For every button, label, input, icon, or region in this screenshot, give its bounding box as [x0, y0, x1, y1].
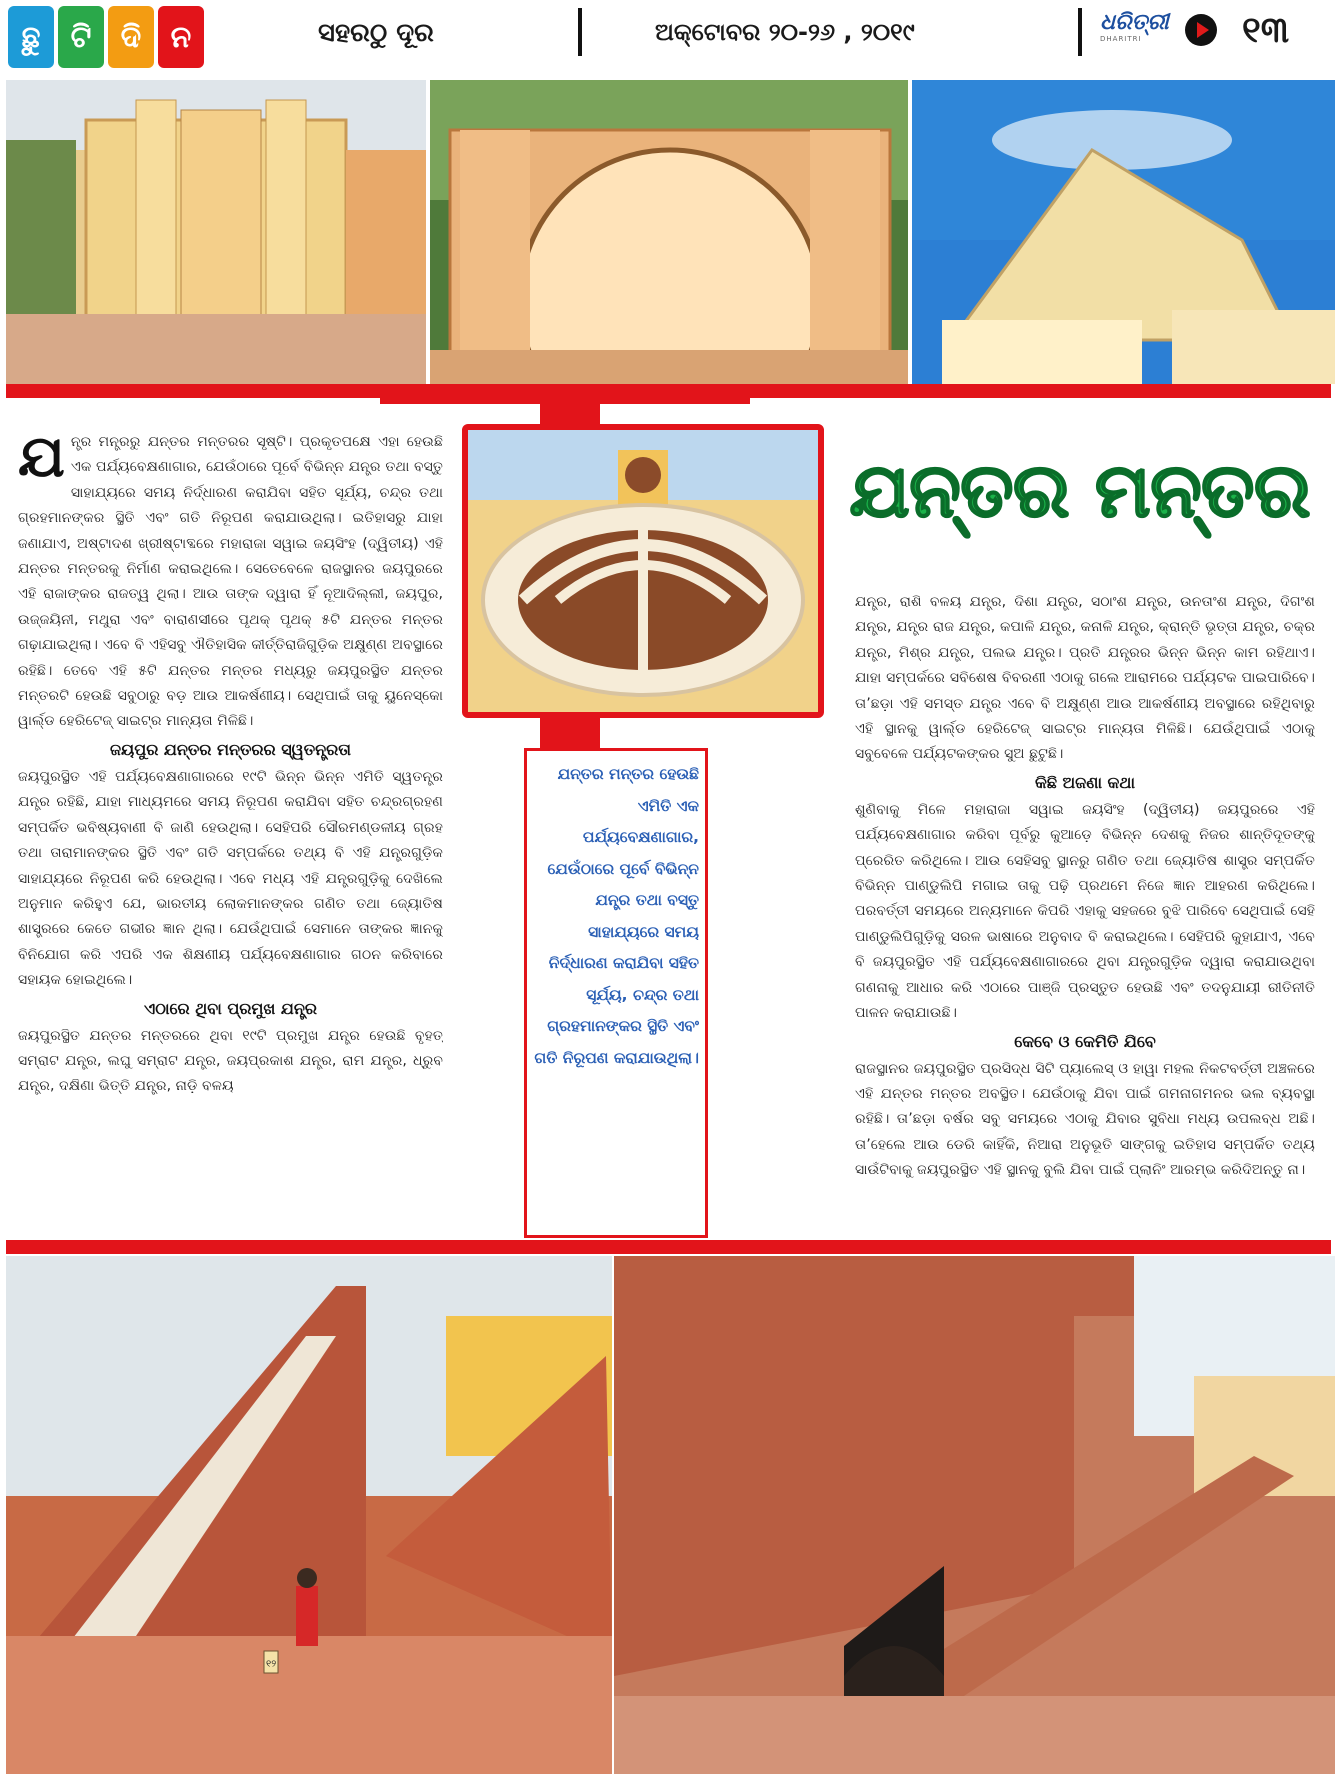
bottom-red-rule	[6, 1240, 1331, 1254]
photo-laghu-samrat-stairs	[6, 1256, 612, 1774]
logo-tile-3: ଦି	[108, 6, 154, 68]
left-article-column	[18, 430, 443, 1220]
header-divider	[578, 8, 582, 56]
drop-cap: ଯ	[18, 430, 65, 490]
logo-tile-2: ଟି	[58, 6, 104, 68]
masthead	[0, 0, 1335, 78]
play-icon	[1185, 14, 1217, 46]
issue-date: ଅକ୍ଟୋବର ୨୦-୨୬ , ୨୦୧୯	[655, 18, 915, 46]
brand-subtitle: DHARITRI	[1100, 35, 1142, 43]
logo-tile-1: ଛୁ	[8, 6, 54, 68]
paragraph-unknown-facts: ଶୁଣିବାକୁ ମିଳେ ମହାରାଜା ସୱାଇ ଜୟସିଂହ (ଦ୍ୱିତୀୟ) ଜୟପୁରରେ ଏହି ପର୍ଯ୍ୟବେକ୍ଷଣାଗାର କରିବା ପୂର୍ବରୁ କୁଆଡ଼େ ବିଭିନ୍ନ ଦେଶକୁ ନିଜର ଶାନ୍ତିଦୂତଙ୍କୁ ପ୍ରେରିତ କରିଥିଲେ। ଆଉ ସେହିସବୁ ସ୍ଥାନରୁ ଗଣିତ ତଥା ଜ୍ୟୋତିଷ ଶାସ୍ତ୍ର ସମ୍ପର୍କିତ ବିଭିନ୍ନ ପାଣ୍ଡୁଲିପି ମଗାଇ ତାକୁ ପଢ଼ି ପ୍ରଥମେ ନିଜେ ଜ୍ଞାନ ଆହରଣ କରିଥିଲେ। ପରବର୍ତ୍ତୀ ସମୟରେ ଅନ୍ୟମାନେ କିପରି ଏହାକୁ ସହଜରେ ବୁଝି ପାରିବେ ସେଥିପାଇଁ ସେହି ପାଣ୍ଡୁଲିପିଗୁଡ଼ିକୁ ସରଳ ଭାଷାରେ ଅନୁବାଦ ବି କରାଇଥିଲେ। ସେହିପରି କୁହାଯାଏ, ଏବେ ବି ଜୟପୁରସ୍ଥିତ ଏହି ପର୍ଯ୍ୟବେକ୍ଷଣାଗାରରେ ଥିବା ଯନ୍ତ୍ରଗୁଡ଼ିକ ଦ୍ୱାରା କରାଯାଉଥିବା ଗଣନାକୁ ଆଧାର କରି ଏଠାରେ ପାଞ୍ଜି ପ୍ରସ୍ତୁତ ହେଉଛି ଏବଂ ତଦନୁଯାୟୀ ରୀତିନୀତି ପାଳନ କରାଯାଉଛି।	[855, 801, 1315, 1022]
page-number: ୧୩	[1242, 10, 1290, 51]
photo-samrat-yantra-red	[614, 1256, 1335, 1774]
right-article-column	[855, 590, 1315, 1230]
supplement-logo	[8, 6, 204, 68]
paragraph-how-to-go: ରାଜସ୍ଥାନର ଜୟପୁରସ୍ଥିତ ପ୍ରସିଦ୍ଧ ସିଟି ପ୍ୟାଲେସ୍ ଓ ହାୱା ମହଲ ନିକଟବର୍ତ୍ତୀ ଅଞ୍ଚଳରେ ଏହି ଯନ୍ତର ମନ୍ତର ଅବସ୍ଥିତ। ଯେଉଁଠାକୁ ଯିବା ପାଇଁ ଗମନାଗମନର ଭଲ ବ୍ୟବସ୍ଥା ରହିଛି। ତା’ଛଡ଼ା ବର୍ଷର ସବୁ ସମୟରେ ଏଠାକୁ ଯିବାର ସୁବିଧା ମଧ୍ୟ ଉପଲବ୍ଧ ଅଛି। ତା’ହେଲେ ଆଉ ଡେରି କାହିଁକି, ନିଆରା ଅନୁଭୂତି ସାଙ୍ଗକୁ ଇତିହାସ ସମ୍ପର୍କିତ ତଥ୍ୟ ସାଉଁଟିବାକୁ ଜୟପୁରସ୍ଥିତ ଏହି ସ୍ଥାନକୁ ବୁଲି ଯିବା ପାଇଁ ପ୍ଲାନିଂ ଆରମ୍ଭ କରିଦିଅନ୍ତୁ ନା।	[855, 1060, 1315, 1179]
paragraph-instruments: ଜୟପୁରସ୍ଥିତ ଯନ୍ତର ମନ୍ତରରେ ଥିବା ୧୯ଟି ପ୍ରମୁଖ ଯନ୍ତ୍ର ହେଉଛି ବୃହତ୍ ସମ୍ରାଟ ଯନ୍ତ୍ର, ଲଘୁ ସମ୍ରାଟ ଯନ୍ତ୍ର, ଜୟପ୍ରକାଶ ଯନ୍ତ୍ର, ରାମ ଯନ୍ତ୍ର, ଧ୍ରୁବ ଯନ୍ତ୍ର, ଦକ୍ଷିଣା ଭିତ୍ତି ଯନ୍ତ୍ର, ନାଡ଼ି ବଳୟ	[18, 1027, 443, 1095]
photo-sign-number: ୧୨	[266, 1659, 277, 1670]
subheading-specialty: ଜୟପୁର ଯନ୍ତର ମନ୍ତରର ସ୍ୱତନ୍ତ୍ରତା	[110, 739, 351, 759]
logo-tile-4: ନ	[158, 6, 204, 68]
subheading-instruments: ଏଠାରେ ଥିବା ପ୍ରମୁଖ ଯନ୍ତ୍ର	[143, 998, 318, 1018]
photo-jai-prakash-bowl	[462, 424, 824, 718]
header-divider	[1078, 8, 1082, 56]
brand-name: ଧରିତ୍ରୀ	[1100, 10, 1169, 35]
article-headline: ଯନ୍ତର ମନ୍ତର	[849, 448, 1311, 534]
subheading-how-to-go: କେବେ ଓ କେମିତି ଯିବେ	[1014, 1031, 1156, 1051]
pull-quote: ଯନ୍ତର ମନ୍ତର ହେଉଛି ଏମିତି ଏକ ପର୍ଯ୍ୟବେକ୍ଷଣାଗାର, ଯେଉଁଠାରେ ପୂର୍ବେ ବିଭିନ୍ନ ଯନ୍ତ୍ର ତଥା ବସ୍ତୁ ସାହାଯ୍ୟରେ ସମୟ ନିର୍ଦ୍ଧାରଣ କରାଯିବା ସହିତ ସୂର୍ଯ୍ୟ, ଚନ୍ଦ୍ର ତଥା ଗ୍ରହମାନଙ୍କର ସ୍ଥିତି ଏବଂ ଗତି ନିରୂପଣ କରାଯାଉଥିଲା।	[524, 748, 708, 1238]
photo-samrat-yantra-circular	[6, 80, 426, 384]
paragraph-specialty: ଜୟପୁରସ୍ଥିତ ଏହି ପର୍ଯ୍ୟବେକ୍ଷଣାଗାରରେ ୧୯ଟି ଭିନ୍ନ ଭିନ୍ନ ଏମିତି ସ୍ୱତନ୍ତ୍ର ଯନ୍ତ୍ର ରହିଛି, ଯାହା ମାଧ୍ୟମରେ ସମୟ ନିରୂପଣ କରାଯିବା ସହିତ ଚନ୍ଦ୍ରଗ୍ରହଣ ସମ୍ପର୍କିତ ଭବିଷ୍ୟବାଣୀ ବି ଜାଣି ହେଉଥିଲା। ସେହିପରି ସୌରମଣ୍ଡଳୀୟ ଗ୍ରହ ତଥା ତାରାମାନଙ୍କର ସ୍ଥିତି ଏବଂ ଗତି ସମ୍ପର୍କରେ ତଥ୍ୟ ବି ଏହି ଯନ୍ତ୍ରଗୁଡ଼ିକ ସାହାଯ୍ୟରେ ନିରୂପଣ କରି ହେଉଥିଲା। ଏବେ ମଧ୍ୟ ଏହି ଯନ୍ତ୍ରଗୁଡ଼ିକୁ ଦେଖିଲେ ଅନୁମାନ କରିହୁଏ ଯେ, ଭାରତୀୟ ଲୋକମାନଙ୍କର ଗଣିତ ତଥା ଜ୍ୟୋତିଷ ଶାସ୍ତ୍ରରେ କେତେ ଗଭୀର ଜ୍ଞାନ ଥିଲା। ଯେଉଁଥିପାଇଁ ସେମାନେ ତାଙ୍କର ଜ୍ଞାନକୁ ବିନିଯୋଗ କରି ଏପରି ଏକ ଶିକ୍ଷଣୀୟ ପର୍ଯ୍ୟବେକ୍ଷଣାଗାର ଗଠନ କରିବାରେ ସହାୟକ ହୋଇଥିଲେ।	[18, 768, 443, 989]
photo-ram-yantra-arch	[430, 80, 908, 384]
intro-text: ନ୍ତ୍ର ମନ୍ତ୍ରରୁ ଯନ୍ତର ମନ୍ତରର ସୃଷ୍ଟି। ପ୍ରକୃତପକ୍ଷେ ଏହା ହେଉଛି ଏକ ପର୍ଯ୍ୟବେକ୍ଷଣାଗାର, ଯେଉଁଠାରେ ପୂର୍ବେ ବିଭିନ୍ନ ଯନ୍ତ୍ର ତଥା ବସ୍ତୁ ସାହାଯ୍ୟରେ ସମୟ ନିର୍ଦ୍ଧାରଣ କରାଯିବା ସହିତ ସୂର୍ଯ୍ୟ, ଚନ୍ଦ୍ର ତଥା ଗ୍ରହମାନଙ୍କର ସ୍ଥିତି ଏବଂ ଗତି ନିରୂପଣ କରାଯାଉଥିଲା। ଇତିହାସରୁ ଯାହା ଜଣାଯାଏ, ଅଷ୍ଟାଦଶ ଖ୍ରୀଷ୍ଟାବ୍ଦରେ ମହାରାଜା ସୱାଇ ଜୟସିଂହ (ଦ୍ୱିତୀୟ) ଏହି ଯନ୍ତର ମନ୍ତରକୁ ନିର୍ମାଣ କରାଇଥିଲେ। ସେତେବେଳେ ରାଜସ୍ଥାନର ଜୟପୁରରେ ଏହି ରାଜାଙ୍କର ରାଜତ୍ୱ ଥିଲା। ଆଉ ତାଙ୍କ ଦ୍ୱାରା ହିଁ ନୂଆଦିଲ୍ଲୀ, ଜୟପୁର, ଉଜ୍ଜୟିନୀ, ମଥୁରା ଏବଂ ବାରାଣସୀରେ ପୃଥକ୍ ପୃଥକ୍ ୫ଟି ଯନ୍ତର ମନ୍ତର ଗଢ଼ାଯାଇଥିଲା। ଏବେ ବି ଏହିସବୁ ଐତିହାସିକ କୀର୍ତ୍ତିରାଜିଗୁଡ଼ିକ ଅକ୍ଷୁଣ୍ଣ ଅବସ୍ଥାରେ ରହିଛି। ତେବେ ଏହି ୫ଟି ଯନ୍ତର ମନ୍ତର ମଧ୍ୟରୁ ଜୟପୁରସ୍ଥିତ ଯନ୍ତର ମନ୍ତରଟି ହେଉଛି ସବୁଠାରୁ ବଡ଼ ଆଉ ଆକର୍ଷଣୀୟ। ସେଥିପାଇଁ ତାକୁ ୟୁନେସ୍କୋ ୱାର୍ଲ୍ଡ ହେରିଟେଜ୍ ସାଇଟ୍ର ମାନ୍ୟତା ମିଳିଛି।	[18, 434, 443, 730]
section-title: ସହରଠୁ ଦୂର	[318, 18, 434, 48]
subheading-unknown-facts: କିଛି ଅଜଣା କଥା	[1035, 772, 1135, 792]
paragraph-instrument-list: ଯନ୍ତ୍ର, ରାଶି ବଳୟ ଯନ୍ତ୍ର, ଦିଶା ଯନ୍ତ୍ର, ସଠାଂଶ ଯନ୍ତ୍ର, ଉନତାଂଶ ଯନ୍ତ୍ର, ଦିଗଂଶ ଯନ୍ତ୍ର, ଯନ୍ତ୍ର ରାଜ ଯନ୍ତ୍ର, କପାଳି ଯନ୍ତ୍ର, କନାଳି ଯନ୍ତ୍ର, କ୍ରାନ୍ତି ଭୃତ୍ତା ଯନ୍ତ୍ର, ଚକ୍ର ଯନ୍ତ୍ର, ମିଶ୍ର ଯନ୍ତ୍ର, ପଲଭ ଯନ୍ତ୍ର। ପ୍ରତି ଯନ୍ତ୍ରର ଭିନ୍ନ ଭିନ୍ନ କାମ ରହିଥାଏ। ଯାହା ସମ୍ପର୍କରେ ସବିଶେଷ ବିବରଣୀ ଏଠାକୁ ଗଲେ ଆରାମରେ ପର୍ଯ୍ୟଟକ ପାଇପାରିବେ। ତା’ଛଡ଼ା ଏହି ସମସ୍ତ ଯନ୍ତ୍ର ଏବେ ବି ଅକ୍ଷୁଣ୍ଣ ଆଉ ଆକର୍ଷଣୀୟ ଅବସ୍ଥାରେ ରହିଥିବାରୁ ଏହି ସ୍ଥାନକୁ ୱାର୍ଲ୍ଡ ହେରିଟେଜ୍ ସାଇଟ୍ର ମାନ୍ୟତା ମିଳିଛି। ଯେଉଁଥିପାଇଁ ଏଠାକୁ ସବୁବେଳେ ପର୍ଯ୍ୟଟକଙ୍କର ସୁଅ ଛୁଟୁଛି।	[855, 594, 1315, 763]
publication-brand	[1100, 10, 1172, 50]
photo-jai-prakash-stairs	[912, 80, 1335, 384]
intro-paragraph	[18, 430, 443, 735]
